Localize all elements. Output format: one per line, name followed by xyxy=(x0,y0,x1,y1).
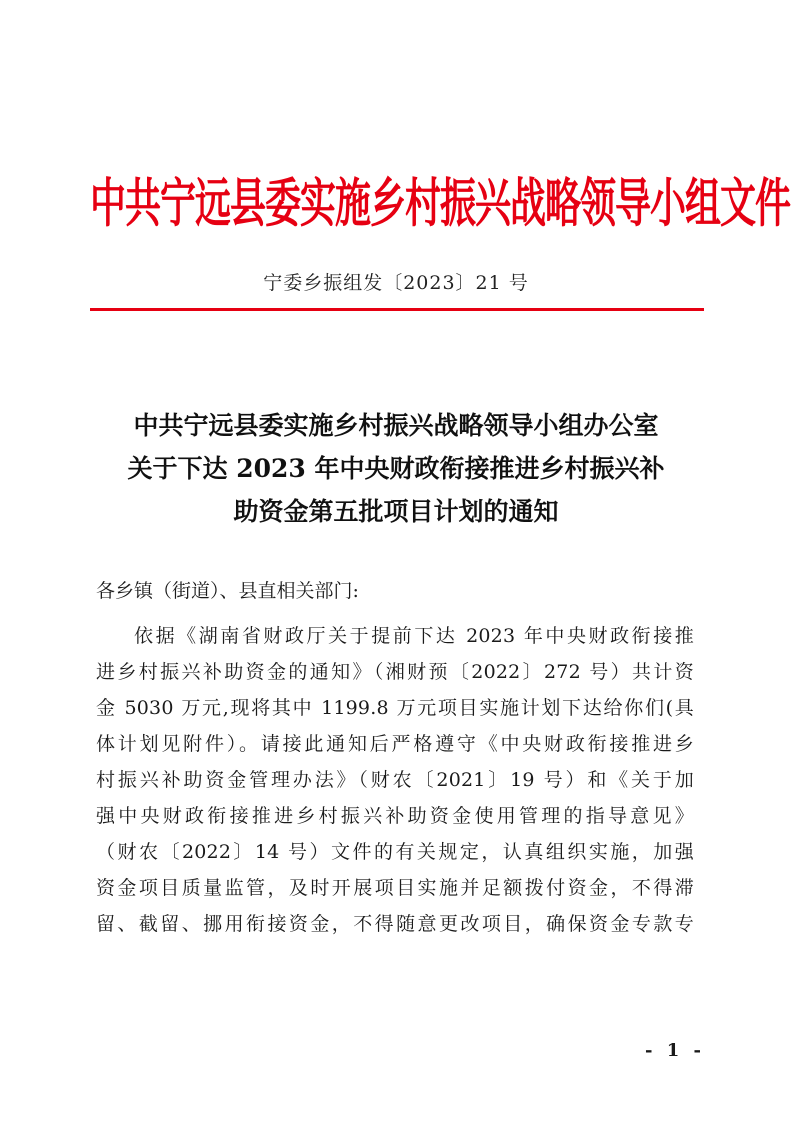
body-line-7: （财农〔2022〕14 号）文件的有关规定，认真组织实施，加强 xyxy=(96,841,694,863)
page-number: - 1 - xyxy=(645,1040,705,1061)
body-line-9: 留、截留、挪用衔接资金，不得随意更改项目，确保资金专款专 xyxy=(96,913,694,935)
title-line-1: 中共宁远县委实施乡村振兴战略领导小组办公室 xyxy=(133,411,659,440)
body-line-6: 强中央财政衔接推进乡村振兴补助资金使用管理的指导意见》 xyxy=(96,805,694,827)
body-line-8: 资金项目质量监管，及时开展项目实施并足额拨付资金，不得滞 xyxy=(96,877,694,899)
title-line-3: 助资金第五批项目计划的通知 xyxy=(233,497,559,526)
body-line-1: 依据《湖南省财政厅关于提前下达 2023 年中央财政衔接推 xyxy=(134,625,694,647)
notice-title xyxy=(90,404,702,533)
document-number: 宁委乡振组发〔2023〕21 号 xyxy=(263,272,529,294)
body-line-3: 金 5030 万元,现将其中 1199.8 万元项目实施计划下达给你们(具 xyxy=(96,697,694,719)
title-line-2: 关于下达 2023 年中央财政衔接推进乡村振兴补 xyxy=(127,454,665,483)
body-line-2: 进乡村振兴补助资金的通知》（湘财预〔2022〕272 号）共计资 xyxy=(96,661,694,683)
body-line-5: 村振兴补助资金管理办法》（财农〔2021〕19 号）和《关于加 xyxy=(96,769,694,791)
salutation: 各乡镇（街道）、县直相关部门: xyxy=(96,580,359,602)
body-line-4: 体计划见附件）。请接此通知后严格遵守《中央财政衔接推进乡 xyxy=(96,733,694,755)
red-header-org-title: 中共宁远县委实施乡村振兴战略领导小组文件 xyxy=(90,174,791,234)
red-divider-rule xyxy=(90,308,704,311)
